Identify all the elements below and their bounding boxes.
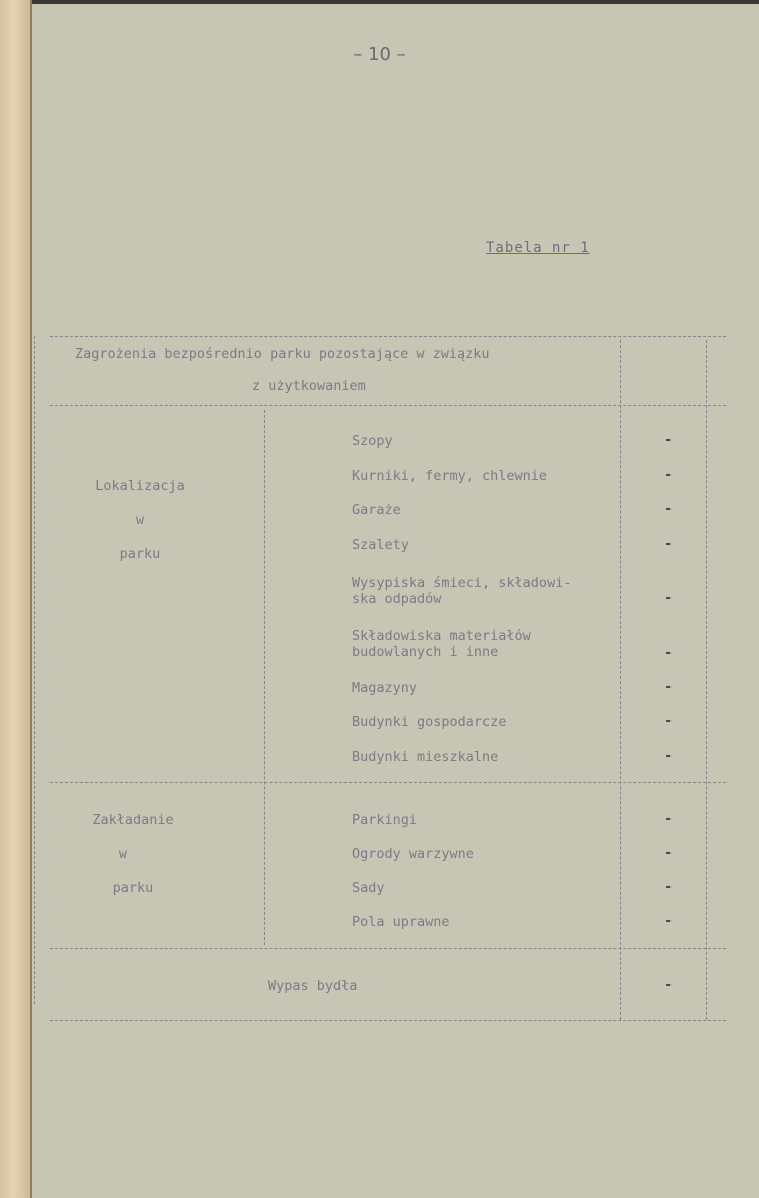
table-row-item: Szalety xyxy=(352,537,409,553)
table-row-value: - xyxy=(664,713,673,729)
table-right-rule xyxy=(706,340,707,1020)
table-row-item: Sady xyxy=(352,880,385,896)
table-row-value: - xyxy=(664,590,673,606)
table-row-value: - xyxy=(664,679,673,695)
table-row-value: - xyxy=(664,536,673,552)
table-footer-item: Wypas bydła xyxy=(268,978,358,994)
table-row-item: Ogrody warzywne xyxy=(352,846,474,862)
group1-label-line1: Lokalizacja xyxy=(95,478,185,494)
table-row-item: Budynki gospodarcze xyxy=(352,714,507,730)
table-row-value: - xyxy=(664,467,673,483)
value-column-rule xyxy=(620,340,621,1020)
table-header-line1: Zagrożenia bezpośrednio parku pozostające w związku xyxy=(75,346,490,362)
table-row-item: Kurniki, fermy, chlewnie xyxy=(352,468,548,484)
table-row-item-continued: budowlanych i inne xyxy=(352,644,499,660)
table-row-item: Szopy xyxy=(352,433,393,449)
group2-label-line1: Zakładanie xyxy=(92,812,174,828)
group1-label-line3: parku xyxy=(119,546,161,562)
table-left-rule xyxy=(34,336,35,1004)
table-row-value: - xyxy=(664,811,673,827)
group2-label-line3: parku xyxy=(112,880,154,896)
table-row-item: Garaże xyxy=(352,502,401,518)
table-top-rule xyxy=(50,336,726,337)
table-row-value: - xyxy=(664,432,673,448)
table-row-item: Parkingi xyxy=(352,812,418,828)
table-header-line2: z użytkowaniem xyxy=(252,378,366,394)
label-column-rule xyxy=(264,410,265,945)
table-row-value: - xyxy=(664,645,673,661)
table-row-item: Magazyny xyxy=(352,680,418,696)
table-row-value: - xyxy=(664,913,673,929)
table-caption: Tabela nr 1 xyxy=(486,240,590,256)
table-row-value: - xyxy=(664,879,673,895)
table-row-value: - xyxy=(664,501,673,517)
footer-divider-rule xyxy=(50,948,726,949)
table-row-item-continued: ska odpadów xyxy=(352,591,442,607)
group-divider-rule xyxy=(50,782,726,783)
group1-label-line2: w xyxy=(135,512,145,528)
page-number: – 10 – xyxy=(353,44,406,65)
table-row-value: - xyxy=(664,845,673,861)
group2-label-line2: w xyxy=(118,846,128,862)
table-bottom-rule xyxy=(50,1020,726,1021)
table-row-value: - xyxy=(664,748,673,764)
table-row-item: Wysypiska śmieci, składowi- xyxy=(352,575,572,591)
table-row-item: Składowiska materiałów xyxy=(352,628,531,644)
table-row-item: Pola uprawne xyxy=(352,914,450,930)
header-bottom-rule xyxy=(50,405,726,406)
table-row-item: Budynki mieszkalne xyxy=(352,749,499,765)
table-footer-value: - xyxy=(664,977,673,993)
